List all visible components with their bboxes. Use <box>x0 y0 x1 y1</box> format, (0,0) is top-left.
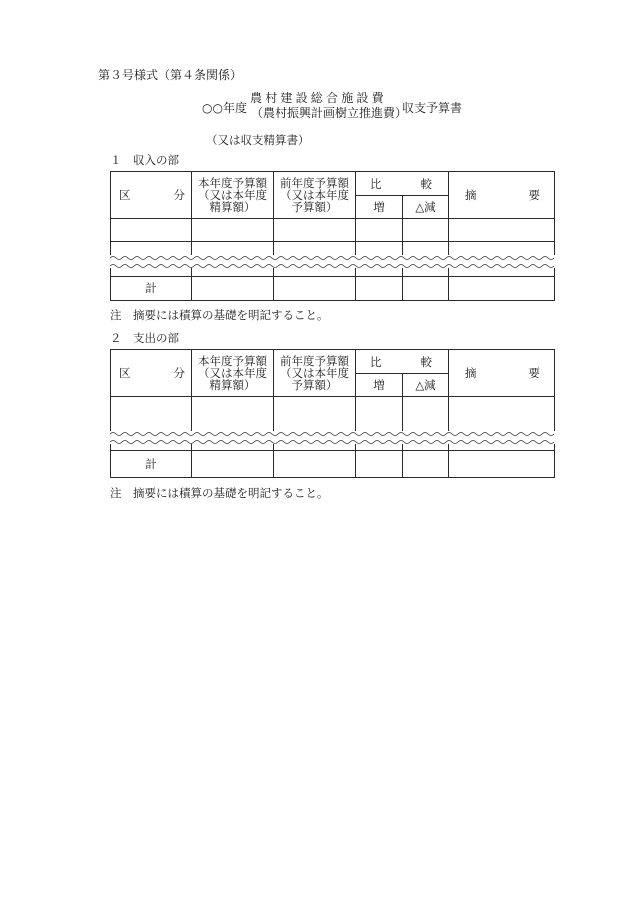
total-row <box>111 450 555 477</box>
section-heading-expense: ２ 支出の部 <box>110 331 179 345</box>
header-kubun: 区 分 <box>111 172 192 219</box>
income-table-head <box>110 171 555 255</box>
header-increase: 増 <box>356 196 403 219</box>
header-increase: 増 <box>356 374 403 397</box>
income-table-foot <box>110 268 555 301</box>
title-main: 農村建設総合施設費 <box>250 91 387 105</box>
header-remarks: 摘 要 <box>449 350 555 397</box>
alt-title: （又は収支精算書） <box>206 133 310 147</box>
header-current-budget: 本年度予算額 （又は本年度 精算額） <box>192 172 274 219</box>
expense-table-foot <box>110 444 555 478</box>
total-row <box>111 276 555 300</box>
title-sub: （農村振興計画樹立推進費） <box>251 106 408 120</box>
header-current-budget: 本年度予算額 （又は本年度 精算額） <box>192 350 274 397</box>
header-remarks: 摘 要 <box>449 172 555 219</box>
note-expense: 注 摘要には積算の基礎を明記すること。 <box>110 486 329 500</box>
header-comparison: 比 較 <box>356 350 449 374</box>
title-prefix: ○○年度 <box>202 101 247 115</box>
expense-table-head <box>110 349 555 431</box>
note-income: 注 摘要には積算の基礎を明記すること。 <box>110 308 329 322</box>
header-decrease: △減 <box>403 374 449 397</box>
header-comparison: 比 較 <box>356 172 449 196</box>
total-label: 計 <box>111 276 192 300</box>
table-row <box>111 397 555 431</box>
header-previous-budget: 前年度予算額 （又は本年度 予算額） <box>274 350 356 397</box>
section-heading-income: １ 収入の部 <box>110 153 179 167</box>
table-row <box>111 242 555 255</box>
total-label: 計 <box>111 450 192 477</box>
form-number: 第３号様式（第４条関係） <box>98 68 243 82</box>
header-decrease: △減 <box>403 196 449 219</box>
header-kubun: 区 分 <box>111 350 192 397</box>
table-row <box>111 219 555 242</box>
title-suffix: 収支予算書 <box>402 101 463 115</box>
header-previous-budget: 前年度予算額 （又は本年度 予算額） <box>274 172 356 219</box>
